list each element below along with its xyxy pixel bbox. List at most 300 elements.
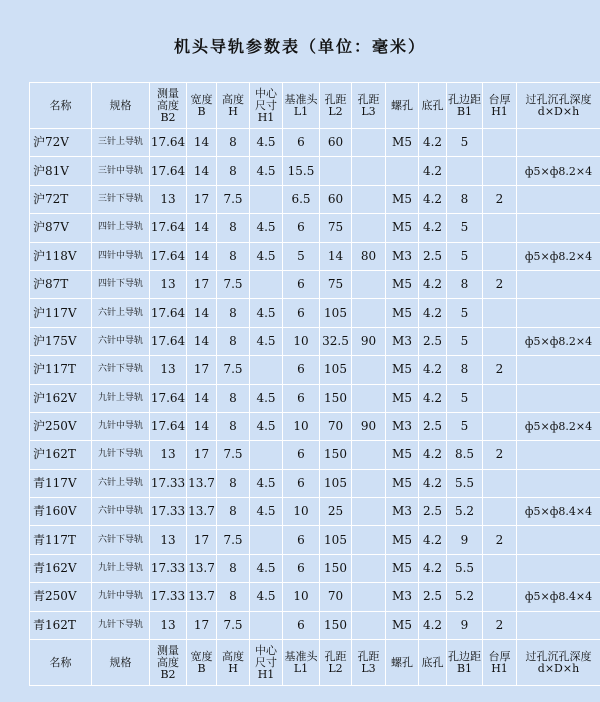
header-cell-name: 名称 bbox=[30, 640, 92, 686]
cell-countersink bbox=[517, 214, 600, 242]
cell-ref-l1: 6 bbox=[283, 129, 320, 157]
header-row-top bbox=[30, 83, 600, 129]
header-cell-center-h1: 中心 尺寸 H1 bbox=[250, 83, 283, 129]
cell-width-b: 13.7 bbox=[187, 583, 217, 611]
cell-width-b: 14 bbox=[187, 327, 217, 355]
cell-center-h1 bbox=[250, 441, 283, 469]
cell-pitch-l3: 90 bbox=[352, 412, 386, 440]
cell-height-h: 8 bbox=[217, 384, 250, 412]
cell-bottom-hole: 4.2 bbox=[419, 384, 447, 412]
cell-b2: 17.64 bbox=[150, 299, 187, 327]
header-cell-screw-hole: 螺孔 bbox=[386, 83, 419, 129]
header-cell-height-h: 高度 H bbox=[217, 83, 250, 129]
cell-platform-h1: 2 bbox=[483, 526, 517, 554]
cell-height-h: 8 bbox=[217, 327, 250, 355]
cell-model: 三针上导轨 bbox=[92, 129, 150, 157]
cell-bottom-hole: 2.5 bbox=[419, 583, 447, 611]
cell-edge-b1: 8 bbox=[447, 356, 483, 384]
table-row bbox=[30, 129, 600, 157]
header-row-bottom bbox=[30, 640, 600, 686]
cell-screw-hole: M5 bbox=[386, 469, 419, 497]
cell-screw-hole: M5 bbox=[386, 554, 419, 582]
cell-width-b: 17 bbox=[187, 441, 217, 469]
cell-pitch-l2: 105 bbox=[320, 469, 352, 497]
cell-pitch-l3 bbox=[352, 299, 386, 327]
cell-bottom-hole: 2.5 bbox=[419, 498, 447, 526]
cell-b2: 17.64 bbox=[150, 384, 187, 412]
cell-center-h1: 4.5 bbox=[250, 384, 283, 412]
cell-pitch-l2: 32.5 bbox=[320, 327, 352, 355]
cell-platform-h1 bbox=[483, 583, 517, 611]
cell-height-h: 8 bbox=[217, 242, 250, 270]
cell-pitch-l2: 105 bbox=[320, 299, 352, 327]
cell-center-h1: 4.5 bbox=[250, 412, 283, 440]
cell-edge-b1: 8 bbox=[447, 270, 483, 298]
cell-name: 青160V bbox=[30, 498, 92, 526]
cell-center-h1: 4.5 bbox=[250, 498, 283, 526]
cell-model: 九针中导轨 bbox=[92, 583, 150, 611]
header-cell-bottom-hole: 底孔 bbox=[419, 640, 447, 686]
cell-ref-l1: 6 bbox=[283, 299, 320, 327]
cell-ref-l1: 15.5 bbox=[283, 157, 320, 185]
cell-ref-l1: 6 bbox=[283, 356, 320, 384]
cell-ref-l1: 6 bbox=[283, 526, 320, 554]
cell-screw-hole: M5 bbox=[386, 356, 419, 384]
cell-pitch-l2: 105 bbox=[320, 526, 352, 554]
cell-pitch-l3 bbox=[352, 498, 386, 526]
cell-pitch-l3 bbox=[352, 185, 386, 213]
cell-b2: 17.33 bbox=[150, 469, 187, 497]
cell-screw-hole: M5 bbox=[386, 129, 419, 157]
cell-countersink: ф5×ф8.2×4 bbox=[517, 327, 600, 355]
cell-pitch-l3 bbox=[352, 526, 386, 554]
table-row bbox=[30, 299, 600, 327]
cell-screw-hole bbox=[386, 157, 419, 185]
cell-name: 青117V bbox=[30, 469, 92, 497]
cell-ref-l1: 6 bbox=[283, 554, 320, 582]
cell-width-b: 13.7 bbox=[187, 498, 217, 526]
cell-model: 六针下导轨 bbox=[92, 356, 150, 384]
cell-edge-b1: 5.5 bbox=[447, 554, 483, 582]
cell-countersink bbox=[517, 129, 600, 157]
cell-model: 九针中导轨 bbox=[92, 412, 150, 440]
cell-platform-h1 bbox=[483, 214, 517, 242]
cell-bottom-hole: 2.5 bbox=[419, 412, 447, 440]
cell-ref-l1: 6 bbox=[283, 469, 320, 497]
cell-width-b: 17 bbox=[187, 526, 217, 554]
cell-model: 四针下导轨 bbox=[92, 270, 150, 298]
table-row bbox=[30, 157, 600, 185]
cell-pitch-l3 bbox=[352, 469, 386, 497]
cell-b2: 17.33 bbox=[150, 554, 187, 582]
cell-pitch-l2: 150 bbox=[320, 441, 352, 469]
cell-ref-l1: 6.5 bbox=[283, 185, 320, 213]
cell-pitch-l3 bbox=[352, 356, 386, 384]
cell-platform-h1 bbox=[483, 242, 517, 270]
cell-center-h1 bbox=[250, 611, 283, 639]
cell-pitch-l2: 150 bbox=[320, 384, 352, 412]
cell-bottom-hole: 4.2 bbox=[419, 185, 447, 213]
cell-model: 四针上导轨 bbox=[92, 214, 150, 242]
cell-name: 沪81V bbox=[30, 157, 92, 185]
cell-screw-hole: M3 bbox=[386, 242, 419, 270]
cell-countersink bbox=[517, 611, 600, 639]
cell-screw-hole: M5 bbox=[386, 270, 419, 298]
cell-model: 六针上导轨 bbox=[92, 469, 150, 497]
header-cell-ref-l1: 基准头 L1 bbox=[283, 83, 320, 129]
cell-ref-l1: 6 bbox=[283, 384, 320, 412]
cell-width-b: 17 bbox=[187, 270, 217, 298]
cell-pitch-l3 bbox=[352, 611, 386, 639]
cell-bottom-hole: 4.2 bbox=[419, 214, 447, 242]
cell-bottom-hole: 4.2 bbox=[419, 469, 447, 497]
cell-b2: 17.33 bbox=[150, 583, 187, 611]
cell-edge-b1: 8.5 bbox=[447, 441, 483, 469]
cell-pitch-l3 bbox=[352, 384, 386, 412]
cell-platform-h1 bbox=[483, 157, 517, 185]
header-cell-pitch-l2: 孔距 L2 bbox=[320, 83, 352, 129]
cell-screw-hole: M5 bbox=[386, 441, 419, 469]
cell-model: 三针下导轨 bbox=[92, 185, 150, 213]
header-cell-model: 规格 bbox=[92, 83, 150, 129]
cell-pitch-l3: 80 bbox=[352, 242, 386, 270]
cell-b2: 17.64 bbox=[150, 214, 187, 242]
table-row bbox=[30, 526, 600, 554]
cell-width-b: 14 bbox=[187, 214, 217, 242]
cell-screw-hole: M3 bbox=[386, 327, 419, 355]
cell-name: 沪162V bbox=[30, 384, 92, 412]
table-row bbox=[30, 554, 600, 582]
cell-b2: 13 bbox=[150, 611, 187, 639]
cell-bottom-hole: 4.2 bbox=[419, 129, 447, 157]
header-cell-screw-hole: 螺孔 bbox=[386, 640, 419, 686]
cell-edge-b1: 5 bbox=[447, 299, 483, 327]
cell-pitch-l3 bbox=[352, 270, 386, 298]
cell-pitch-l2: 150 bbox=[320, 554, 352, 582]
cell-countersink: ф5×ф8.2×4 bbox=[517, 157, 600, 185]
cell-platform-h1: 2 bbox=[483, 441, 517, 469]
cell-height-h: 8 bbox=[217, 129, 250, 157]
cell-countersink: ф5×ф8.4×4 bbox=[517, 583, 600, 611]
cell-screw-hole: M5 bbox=[386, 214, 419, 242]
cell-height-h: 7.5 bbox=[217, 611, 250, 639]
cell-center-h1: 4.5 bbox=[250, 299, 283, 327]
cell-center-h1 bbox=[250, 185, 283, 213]
cell-platform-h1: 2 bbox=[483, 611, 517, 639]
cell-screw-hole: M3 bbox=[386, 583, 419, 611]
cell-width-b: 14 bbox=[187, 384, 217, 412]
table-row bbox=[30, 384, 600, 412]
cell-height-h: 8 bbox=[217, 469, 250, 497]
cell-model: 九针下导轨 bbox=[92, 441, 150, 469]
header-cell-model: 规格 bbox=[92, 640, 150, 686]
cell-pitch-l3 bbox=[352, 441, 386, 469]
cell-countersink bbox=[517, 270, 600, 298]
cell-screw-hole: M5 bbox=[386, 526, 419, 554]
table-row bbox=[30, 327, 600, 355]
cell-center-h1: 4.5 bbox=[250, 214, 283, 242]
cell-height-h: 8 bbox=[217, 583, 250, 611]
cell-b2: 13 bbox=[150, 356, 187, 384]
cell-model: 九针下导轨 bbox=[92, 611, 150, 639]
header-cell-b2: 测量 高度 B2 bbox=[150, 640, 187, 686]
cell-edge-b1 bbox=[447, 157, 483, 185]
table-row bbox=[30, 356, 600, 384]
header-cell-center-h1: 中心 尺寸 H1 bbox=[250, 640, 283, 686]
cell-name: 沪250V bbox=[30, 412, 92, 440]
header-cell-height-h: 高度 H bbox=[217, 640, 250, 686]
header-cell-b2: 测量 高度 B2 bbox=[150, 83, 187, 129]
cell-ref-l1: 10 bbox=[283, 327, 320, 355]
table-row bbox=[30, 270, 600, 298]
cell-height-h: 8 bbox=[217, 157, 250, 185]
cell-width-b: 14 bbox=[187, 299, 217, 327]
cell-b2: 13 bbox=[150, 526, 187, 554]
cell-bottom-hole: 2.5 bbox=[419, 242, 447, 270]
cell-b2: 17.64 bbox=[150, 157, 187, 185]
cell-screw-hole: M5 bbox=[386, 185, 419, 213]
cell-edge-b1: 5.2 bbox=[447, 583, 483, 611]
cell-width-b: 14 bbox=[187, 412, 217, 440]
cell-center-h1 bbox=[250, 356, 283, 384]
cell-model: 六针中导轨 bbox=[92, 498, 150, 526]
header-cell-platform-h1: 台厚 H1 bbox=[483, 640, 517, 686]
table-row bbox=[30, 441, 600, 469]
header-cell-name: 名称 bbox=[30, 83, 92, 129]
header-cell-edge-b1: 孔边距 B1 bbox=[447, 640, 483, 686]
table-row bbox=[30, 412, 600, 440]
cell-pitch-l3: 90 bbox=[352, 327, 386, 355]
cell-height-h: 7.5 bbox=[217, 526, 250, 554]
cell-b2: 17.33 bbox=[150, 498, 187, 526]
cell-platform-h1: 2 bbox=[483, 185, 517, 213]
header-cell-pitch-l3: 孔距 L3 bbox=[352, 640, 386, 686]
cell-model: 六针中导轨 bbox=[92, 327, 150, 355]
cell-b2: 13 bbox=[150, 270, 187, 298]
cell-center-h1: 4.5 bbox=[250, 583, 283, 611]
cell-center-h1: 4.5 bbox=[250, 327, 283, 355]
cell-name: 沪117V bbox=[30, 299, 92, 327]
cell-pitch-l2: 105 bbox=[320, 356, 352, 384]
cell-pitch-l2: 60 bbox=[320, 185, 352, 213]
cell-bottom-hole: 4.2 bbox=[419, 611, 447, 639]
page-title: 机头导轨参数表（单位：毫米） bbox=[173, 37, 426, 56]
cell-countersink bbox=[517, 185, 600, 213]
cell-countersink: ф5×ф8.2×4 bbox=[517, 242, 600, 270]
header-cell-countersink: 过孔沉孔深度 d×D×h bbox=[517, 83, 600, 129]
cell-pitch-l2: 70 bbox=[320, 583, 352, 611]
cell-width-b: 14 bbox=[187, 242, 217, 270]
cell-ref-l1: 6 bbox=[283, 611, 320, 639]
cell-screw-hole: M3 bbox=[386, 412, 419, 440]
cell-countersink bbox=[517, 299, 600, 327]
cell-edge-b1: 5 bbox=[447, 327, 483, 355]
cell-pitch-l2: 70 bbox=[320, 412, 352, 440]
cell-platform-h1 bbox=[483, 412, 517, 440]
cell-name: 沪117T bbox=[30, 356, 92, 384]
cell-model: 六针上导轨 bbox=[92, 299, 150, 327]
cell-countersink bbox=[517, 469, 600, 497]
cell-edge-b1: 9 bbox=[447, 611, 483, 639]
cell-pitch-l3 bbox=[352, 129, 386, 157]
cell-center-h1: 4.5 bbox=[250, 242, 283, 270]
cell-platform-h1: 2 bbox=[483, 356, 517, 384]
cell-width-b: 14 bbox=[187, 129, 217, 157]
cell-pitch-l2: 60 bbox=[320, 129, 352, 157]
cell-countersink bbox=[517, 526, 600, 554]
cell-edge-b1: 5 bbox=[447, 384, 483, 412]
cell-height-h: 8 bbox=[217, 299, 250, 327]
cell-name: 沪72V bbox=[30, 129, 92, 157]
cell-model: 九针上导轨 bbox=[92, 384, 150, 412]
cell-platform-h1 bbox=[483, 129, 517, 157]
cell-edge-b1: 5 bbox=[447, 242, 483, 270]
cell-pitch-l3 bbox=[352, 214, 386, 242]
cell-center-h1: 4.5 bbox=[250, 157, 283, 185]
header-cell-countersink: 过孔沉孔深度 d×D×h bbox=[517, 640, 600, 686]
cell-height-h: 7.5 bbox=[217, 185, 250, 213]
cell-bottom-hole: 4.2 bbox=[419, 299, 447, 327]
cell-name: 沪175V bbox=[30, 327, 92, 355]
cell-platform-h1 bbox=[483, 469, 517, 497]
cell-b2: 17.64 bbox=[150, 129, 187, 157]
cell-name: 沪72T bbox=[30, 185, 92, 213]
header-cell-width-b: 宽度 B bbox=[187, 83, 217, 129]
header-cell-pitch-l2: 孔距 L2 bbox=[320, 640, 352, 686]
cell-model: 九针上导轨 bbox=[92, 554, 150, 582]
cell-edge-b1: 5 bbox=[447, 129, 483, 157]
cell-height-h: 7.5 bbox=[217, 441, 250, 469]
cell-name: 青162T bbox=[30, 611, 92, 639]
header-cell-platform-h1: 台厚 H1 bbox=[483, 83, 517, 129]
cell-height-h: 7.5 bbox=[217, 356, 250, 384]
cell-name: 沪118V bbox=[30, 242, 92, 270]
cell-pitch-l3 bbox=[352, 554, 386, 582]
cell-name: 沪87V bbox=[30, 214, 92, 242]
cell-ref-l1: 6 bbox=[283, 441, 320, 469]
cell-bottom-hole: 2.5 bbox=[419, 327, 447, 355]
cell-bottom-hole: 4.2 bbox=[419, 356, 447, 384]
cell-pitch-l2: 150 bbox=[320, 611, 352, 639]
cell-bottom-hole: 4.2 bbox=[419, 157, 447, 185]
cell-bottom-hole: 4.2 bbox=[419, 270, 447, 298]
cell-model: 六针下导轨 bbox=[92, 526, 150, 554]
cell-pitch-l3 bbox=[352, 157, 386, 185]
cell-ref-l1: 10 bbox=[283, 412, 320, 440]
cell-ref-l1: 6 bbox=[283, 214, 320, 242]
cell-center-h1: 4.5 bbox=[250, 554, 283, 582]
cell-screw-hole: M5 bbox=[386, 611, 419, 639]
cell-platform-h1 bbox=[483, 498, 517, 526]
cell-name: 青250V bbox=[30, 583, 92, 611]
cell-pitch-l2 bbox=[320, 157, 352, 185]
table-row bbox=[30, 469, 600, 497]
cell-countersink bbox=[517, 384, 600, 412]
cell-height-h: 8 bbox=[217, 214, 250, 242]
cell-screw-hole: M3 bbox=[386, 498, 419, 526]
table-row bbox=[30, 611, 600, 639]
cell-width-b: 17 bbox=[187, 185, 217, 213]
cell-pitch-l2: 75 bbox=[320, 270, 352, 298]
cell-pitch-l3 bbox=[352, 583, 386, 611]
cell-countersink: ф5×ф8.2×4 bbox=[517, 412, 600, 440]
header-cell-pitch-l3: 孔距 L3 bbox=[352, 83, 386, 129]
cell-platform-h1 bbox=[483, 299, 517, 327]
cell-height-h: 7.5 bbox=[217, 270, 250, 298]
cell-screw-hole: M5 bbox=[386, 299, 419, 327]
cell-countersink bbox=[517, 356, 600, 384]
cell-platform-h1 bbox=[483, 554, 517, 582]
cell-edge-b1: 5.5 bbox=[447, 469, 483, 497]
cell-ref-l1: 10 bbox=[283, 583, 320, 611]
cell-pitch-l2: 75 bbox=[320, 214, 352, 242]
cell-bottom-hole: 4.2 bbox=[419, 554, 447, 582]
cell-pitch-l2: 14 bbox=[320, 242, 352, 270]
cell-center-h1 bbox=[250, 270, 283, 298]
cell-countersink bbox=[517, 554, 600, 582]
cell-height-h: 8 bbox=[217, 498, 250, 526]
table-row bbox=[30, 583, 600, 611]
cell-b2: 17.64 bbox=[150, 327, 187, 355]
cell-edge-b1: 8 bbox=[447, 185, 483, 213]
table-row bbox=[30, 242, 600, 270]
cell-center-h1: 4.5 bbox=[250, 129, 283, 157]
cell-name: 青162V bbox=[30, 554, 92, 582]
cell-name: 青117T bbox=[30, 526, 92, 554]
cell-screw-hole: M5 bbox=[386, 384, 419, 412]
cell-width-b: 14 bbox=[187, 157, 217, 185]
cell-ref-l1: 5 bbox=[283, 242, 320, 270]
cell-edge-b1: 5.2 bbox=[447, 498, 483, 526]
cell-model: 三针中导轨 bbox=[92, 157, 150, 185]
header-cell-width-b: 宽度 B bbox=[187, 640, 217, 686]
cell-b2: 17.64 bbox=[150, 242, 187, 270]
cell-name: 沪87T bbox=[30, 270, 92, 298]
header-cell-bottom-hole: 底孔 bbox=[419, 83, 447, 129]
cell-model: 四针中导轨 bbox=[92, 242, 150, 270]
cell-b2: 13 bbox=[150, 441, 187, 469]
cell-width-b: 13.7 bbox=[187, 469, 217, 497]
cell-bottom-hole: 4.2 bbox=[419, 441, 447, 469]
cell-width-b: 17 bbox=[187, 611, 217, 639]
table-row bbox=[30, 185, 600, 213]
header-cell-edge-b1: 孔边距 B1 bbox=[447, 83, 483, 129]
cell-b2: 13 bbox=[150, 185, 187, 213]
table-row bbox=[30, 214, 600, 242]
cell-name: 沪162T bbox=[30, 441, 92, 469]
header-cell-ref-l1: 基准头 L1 bbox=[283, 640, 320, 686]
cell-height-h: 8 bbox=[217, 554, 250, 582]
cell-edge-b1: 5 bbox=[447, 412, 483, 440]
cell-width-b: 17 bbox=[187, 356, 217, 384]
cell-center-h1: 4.5 bbox=[250, 469, 283, 497]
cell-center-h1 bbox=[250, 526, 283, 554]
cell-b2: 17.64 bbox=[150, 412, 187, 440]
cell-height-h: 8 bbox=[217, 412, 250, 440]
cell-countersink: ф5×ф8.4×4 bbox=[517, 498, 600, 526]
cell-edge-b1: 9 bbox=[447, 526, 483, 554]
cell-platform-h1: 2 bbox=[483, 270, 517, 298]
cell-platform-h1 bbox=[483, 327, 517, 355]
cell-ref-l1: 10 bbox=[283, 498, 320, 526]
cell-bottom-hole: 4.2 bbox=[419, 526, 447, 554]
cell-edge-b1: 5 bbox=[447, 214, 483, 242]
spec-table bbox=[29, 82, 600, 686]
table-row bbox=[30, 498, 600, 526]
cell-pitch-l2: 25 bbox=[320, 498, 352, 526]
cell-countersink bbox=[517, 441, 600, 469]
cell-ref-l1: 6 bbox=[283, 270, 320, 298]
